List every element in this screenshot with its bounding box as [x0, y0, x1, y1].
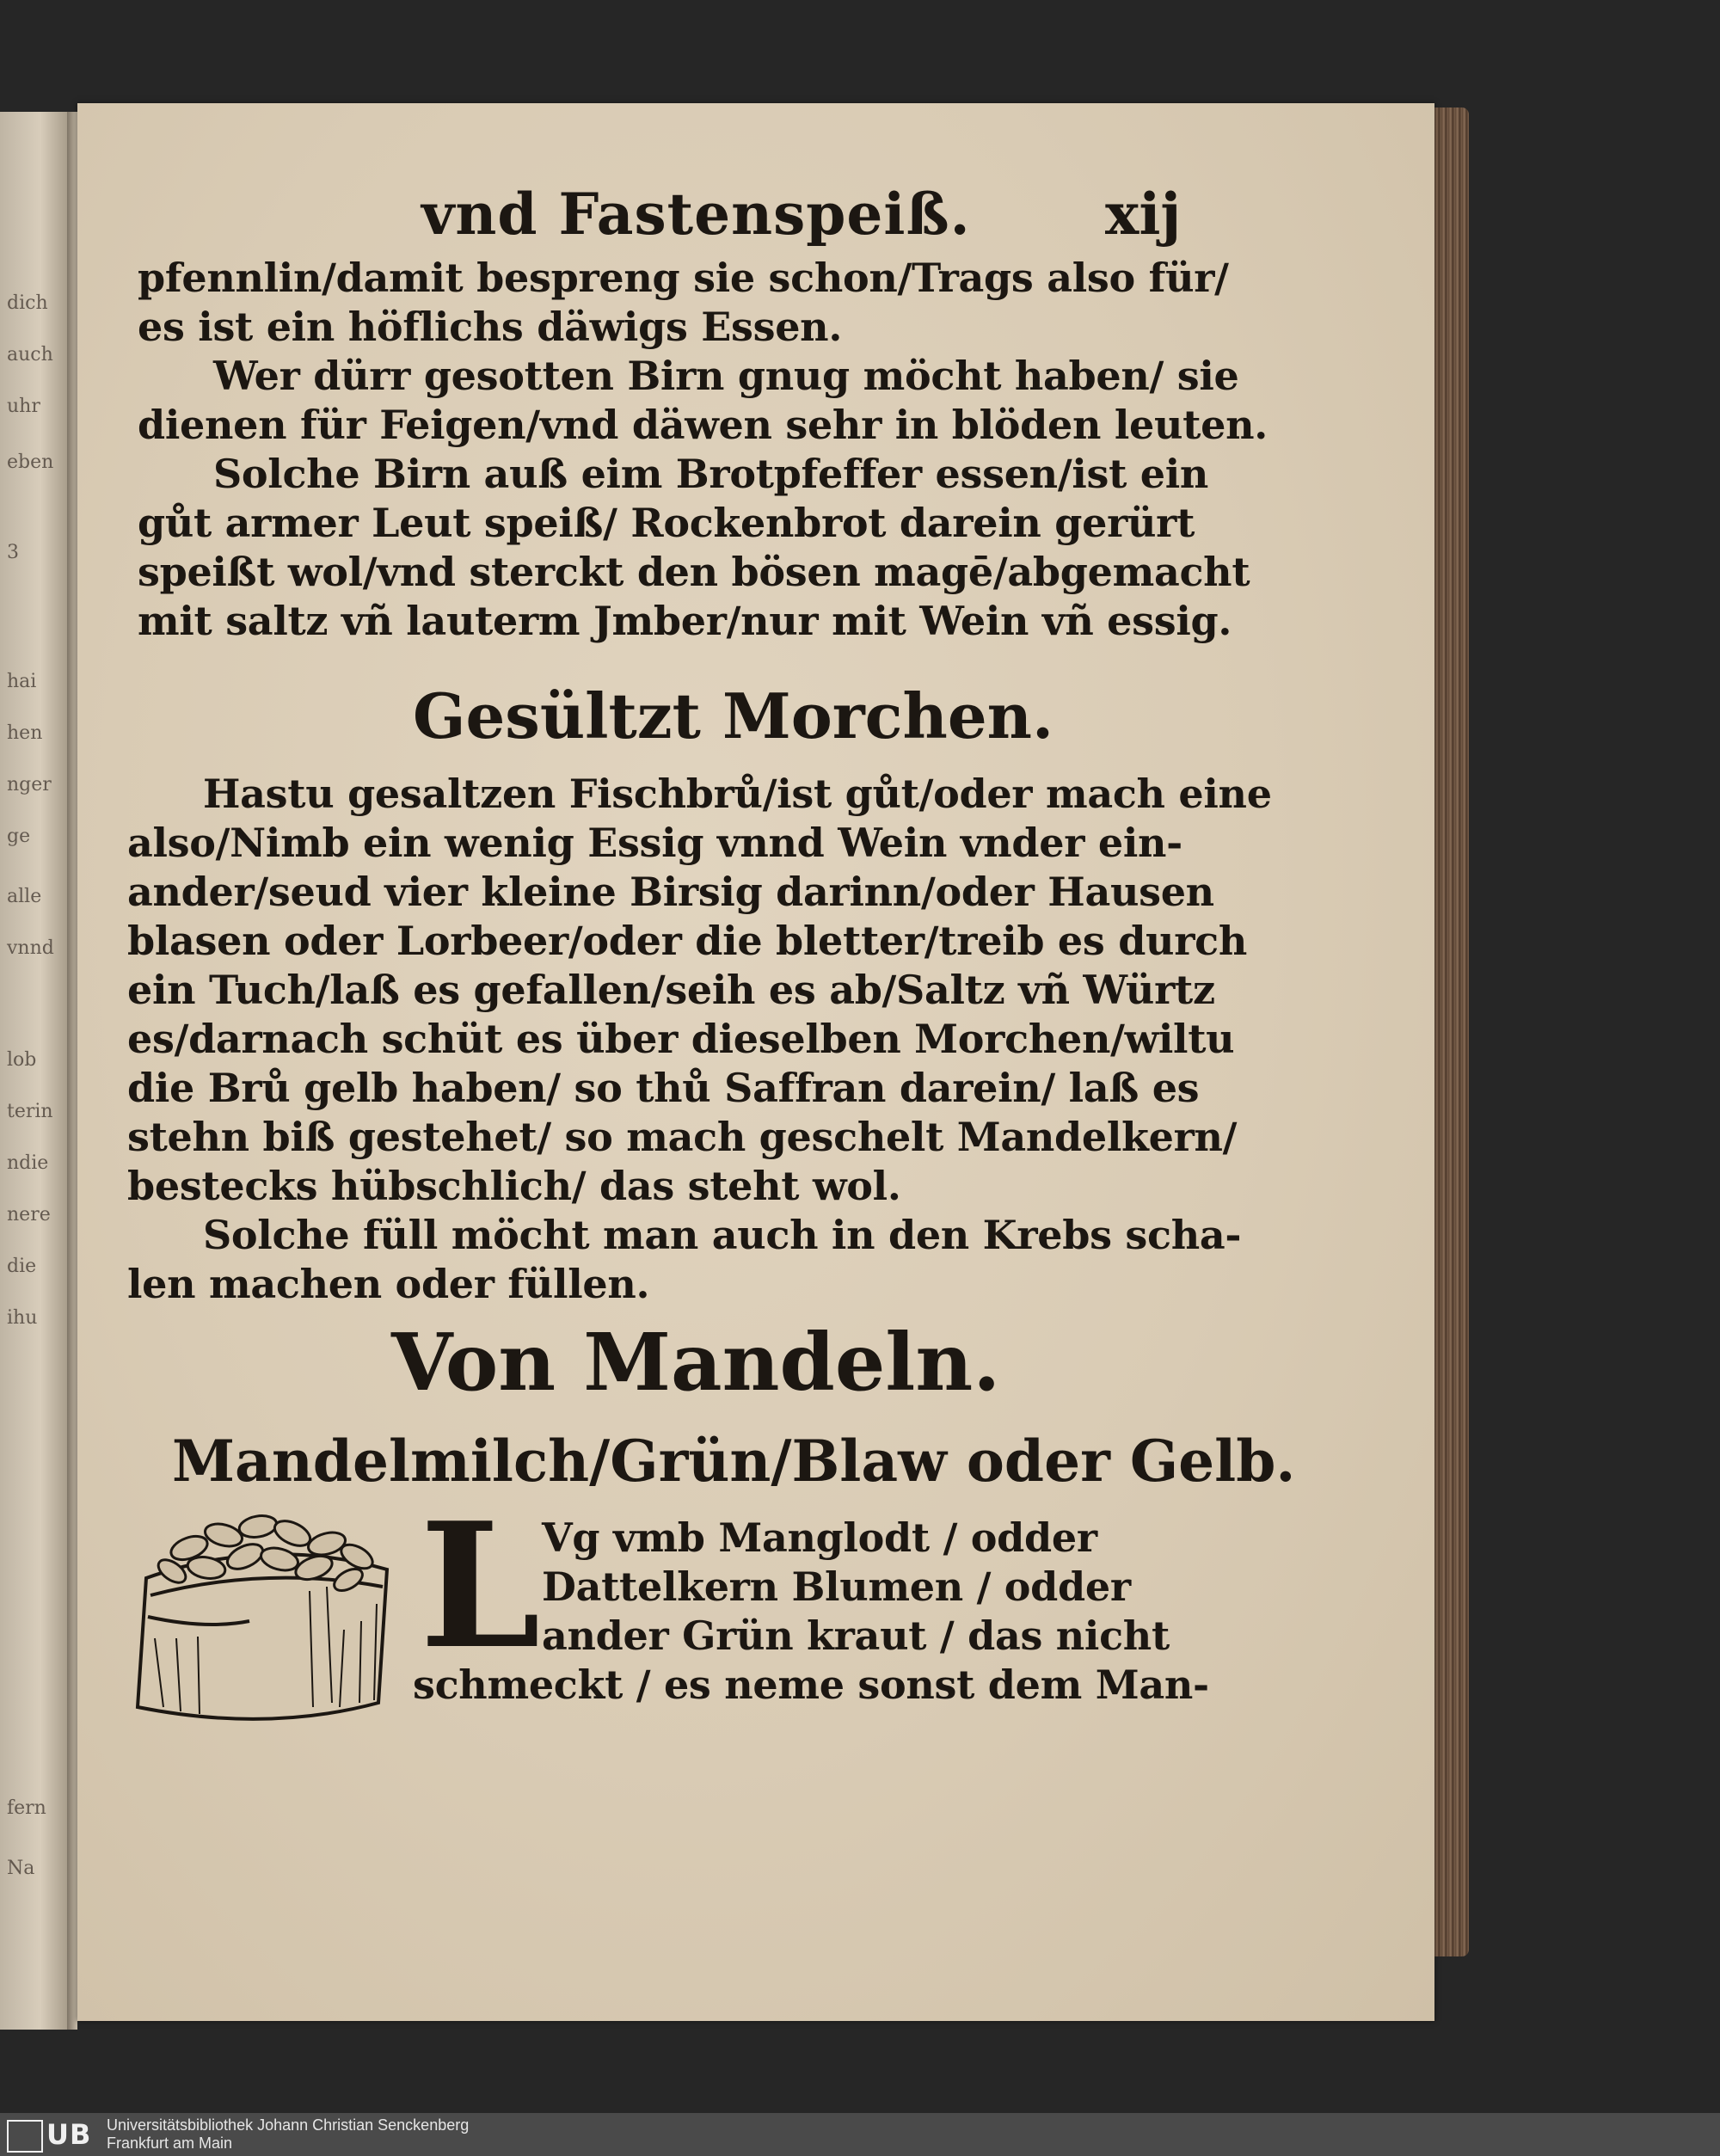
chapter-heading-mandeln: Von Mandeln. [391, 1316, 1001, 1409]
facing-page-fragment: fern [7, 1797, 46, 1819]
library-city: Frankfurt am Main [107, 2135, 233, 2152]
text-line: Dattelkern Blumen / odder [542, 1563, 1131, 1610]
almond-sack-woodcut [129, 1501, 404, 1729]
text-line: ander/seud vier kleine Birsig darinn/oder Hausen [127, 869, 1214, 915]
facing-page-fragment: uhr [7, 396, 40, 417]
text-line: es ist ein höflichs däwigs Essen. [138, 304, 843, 350]
facing-page-edge [0, 112, 67, 2030]
facing-page-fragment: lob [7, 1049, 37, 1071]
library-credit [107, 2116, 469, 2153]
text-line: stehn biß gestehet/ so mach geschelt Mandelkern/ [127, 1114, 1238, 1160]
facing-page-fragment: terin [7, 1101, 53, 1122]
text-line: len machen oder füllen. [127, 1261, 650, 1307]
facing-page-fragment: nger [7, 774, 52, 795]
recipe-heading-mandelmilch: Mandelmilch/Grün/Blaw oder Gelb. [172, 1428, 1296, 1495]
text-line: schmeckt / es neme sonst dem Man- [413, 1662, 1209, 1708]
facing-page-fragment: auch [7, 344, 53, 365]
facing-page-fragment: Na [7, 1858, 35, 1879]
text-line: blasen oder Lorbeer/oder die bletter/treib es durch [127, 918, 1247, 964]
running-head: vnd Fastenspeiß. [421, 181, 971, 248]
text-block-morchen [127, 770, 1272, 1309]
logo-text: UB [46, 2118, 92, 2151]
facing-page-fragment: 3 [7, 542, 19, 563]
facing-page-fragment: dich [7, 292, 48, 314]
facing-page-fragment: ihu [7, 1307, 38, 1329]
text-line: speißt wol/vnd sterckt den bösen magē/abgemacht [138, 549, 1250, 595]
text-line: Solche Birn auß eim Brotpfeffer essen/ist ein [213, 451, 1209, 497]
text-line: ein Tuch/laß es gefallen/seih es ab/Saltz vñ Würtz [127, 967, 1215, 1013]
book-gutter [67, 112, 77, 2030]
text-block-mandelmilch [413, 1514, 1209, 1710]
text-line: ander Grün kraut / das nicht [542, 1612, 1170, 1659]
facing-page-fragment: eben [7, 451, 54, 473]
text-line: dienen für Feigen/vnd däwen sehr in blöden leuten. [138, 402, 1268, 448]
section-heading-morchen: Gesültzt Morchen. [413, 679, 1054, 752]
facing-page-fragment: die [7, 1256, 37, 1277]
text-line: Wer dürr gesotten Birn gnug möcht haben/ sie [213, 353, 1239, 399]
text-line: also/Nimb ein wenig Essig vnnd Wein vnder ein- [127, 820, 1182, 866]
facing-page-fragment: alle [7, 886, 42, 907]
text-line: es/darnach schüt es über dieselben Morchen/wiltu [127, 1016, 1235, 1062]
text-line: pfennlin/damit bespreng sie schon/Trags also für/ [138, 255, 1229, 301]
facing-page-fragment: ndie [7, 1152, 49, 1174]
text-block-intro [138, 254, 1268, 646]
text-line: Vg vmb Manglodt / odder [542, 1514, 1097, 1561]
text-line: bestecks hübschlich/ das steht wol. [127, 1163, 901, 1209]
text-line: Hastu gesaltzen Fischbrů/ist gůt/oder mach eine [203, 771, 1272, 817]
facing-page-fragment: vnnd [7, 937, 54, 959]
text-line: die Brů gelb haben/ so thů Saffran darein/ laß es [127, 1065, 1200, 1111]
library-footer [0, 2113, 1720, 2156]
library-logo [7, 2118, 101, 2151]
library-name: Universitätsbibliothek Johann Christian Senckenberg [107, 2116, 470, 2134]
facing-page-fragment: ge [7, 826, 31, 847]
facing-page-fragment: nere [7, 1204, 51, 1225]
folio-number: xij [1105, 181, 1182, 248]
text-line: mit saltz vñ lauterm Jmber/nur mit Wein vñ essig. [138, 598, 1232, 644]
facing-page-fragment: hai [7, 671, 37, 692]
logo-mark-icon [7, 2120, 43, 2153]
decorated-initial: L [420, 1485, 541, 1687]
text-line: gůt armer Leut speiß/ Rockenbrot darein gerürt [138, 500, 1195, 546]
page-block-edge [1434, 107, 1469, 1956]
facing-page-fragment: hen [7, 722, 43, 744]
text-line: Solche füll möcht man auch in den Krebs scha- [203, 1212, 1242, 1258]
